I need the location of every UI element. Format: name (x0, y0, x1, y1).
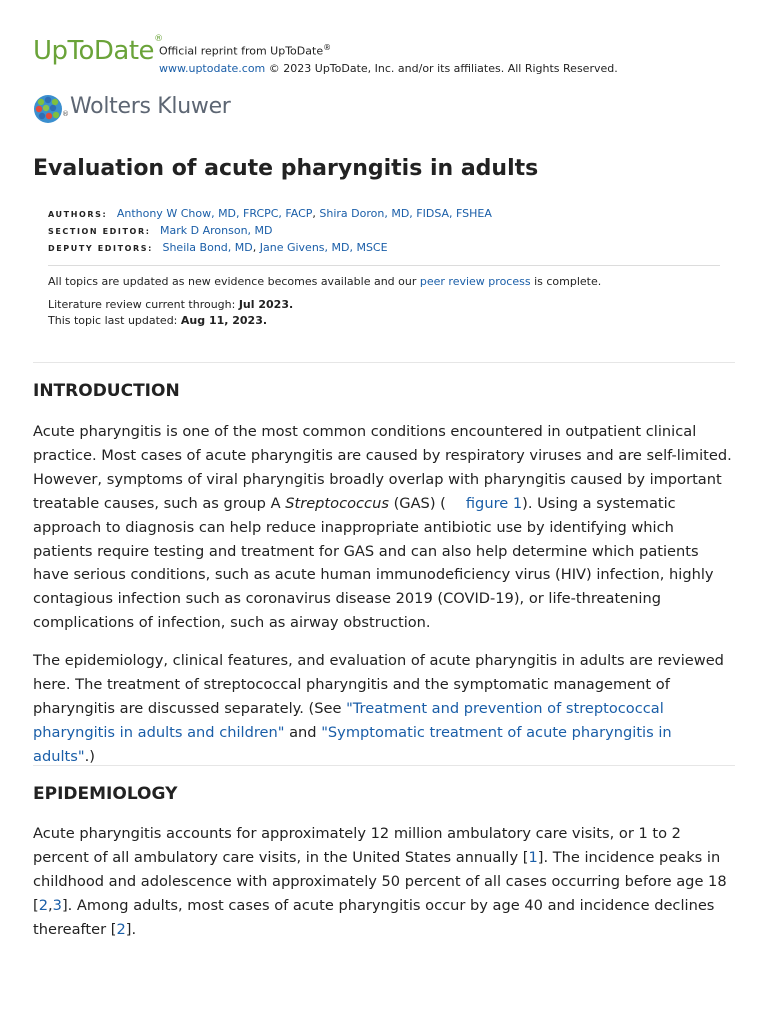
topic-link-symptomatic-treatment[interactable]: "Symptomatic treatment of acute pharyngitis in adults" (33, 723, 672, 765)
intro-paragraph-2: The epidemiology, clinical features, and evaluation of acute pharyngitis in adults are reviewed here. The treatment of streptococcal pharyngitis and the symptomatic management of pharyngitis are discussed separately. (See "Treatment and prevention of streptococcal pharyngitis in adults and children" and "Symptomatic treatment of acute pharyngitis in adults".) (33, 652, 724, 765)
author-link[interactable]: Anthony W Chow, MD, FRCPC, FACP (116, 207, 313, 220)
reprint-line: Official reprint from UpToDate (159, 44, 324, 58)
figure-link[interactable]: figure 1 (465, 494, 523, 512)
deputy-editors-row: DEPUTY EDITORS: Sheila Bond, MD, Jane Givens, MD, MSCE (48, 241, 388, 254)
reprint-header (33, 36, 733, 76)
copyright-text: © 2023 UpToDate, Inc. and/or its affiliates. All Rights Reserved. (268, 61, 618, 75)
reference-link[interactable]: 2 (38, 896, 48, 914)
literature-review-date: Literature review current through: Jul 2023. (48, 298, 294, 311)
reprint-notice: Official reprint from UpToDate® www.uptodate.com © 2023 UpToDate, Inc. and/or its affiliates. All Rights Reserved. (159, 43, 618, 75)
section-editor-row: SECTION EDITOR: Mark D Aronson, MD (48, 224, 273, 237)
figure-icon (446, 498, 466, 510)
deputy-editor-link[interactable]: Jane Givens, MD, MSCE (259, 241, 388, 254)
reference-link[interactable]: 2 (116, 920, 126, 938)
uptodate-logo: UpToDate® (33, 34, 163, 66)
update-notice: All topics are updated as new evidence becomes available and our peer review process is complete. (48, 275, 602, 288)
divider (48, 265, 720, 266)
section-divider (33, 362, 735, 363)
deputy-editor-link[interactable]: Sheila Bond, MD (162, 241, 253, 254)
reference-link[interactable]: 1 (528, 848, 538, 866)
section-heading-introduction: INTRODUCTION (33, 381, 180, 401)
site-link[interactable]: www.uptodate.com (159, 61, 266, 75)
globe-logo-icon (33, 94, 63, 124)
authors-row: AUTHORS: Anthony W Chow, MD, FRCPC, FACP, Shira Doron, MD, FIDSA, FSHEA (48, 207, 492, 220)
section-editor-link[interactable]: Mark D Aronson, MD (160, 224, 273, 237)
epi-paragraph-1: Acute pharyngitis accounts for approximately 12 million ambulatory care visits, or 1 to 2 percent of all ambulatory care visits, in the United States annually [1]. The incidence peaks in childhood and adolescence with approximately 50 percent of all cases occurring before age 18 [2,3]. Among adults, most cases of acute pharyngitis occur by age 40 and incidence declines thereafter [2]. (33, 825, 727, 938)
peer-review-link[interactable]: peer review process (419, 275, 531, 288)
topic-metadata (48, 206, 720, 329)
intro-paragraph-1: Acute pharyngitis is one of the most common conditions encountered in outpatient clinical practice. Most cases of acute pharyngitis are caused by respiratory viruses and are self-limited. However, symptoms of viral pharyngitis broadly overlap with pharyngitis caused by important treatable causes, such as group A Streptococcus (GAS) ( figure 1). Using a systematic approach to diagnosis can help reduce inappropriate antibiotic use by identifying which patients require testing and treatment for GAS and can also help determine which patients have serious conditions, such as acute human immunodeficiency virus (HIV) infection, highly contagious infection such as coronavirus disease 2019 (COVID-19), or life-threatening complications of infection, such as airway obstruction. (33, 423, 732, 632)
wolters-kluwer-logo: ® Wolters Kluwer (33, 92, 293, 126)
page-title: Evaluation of acute pharyngitis in adults (33, 156, 539, 181)
section-heading-epidemiology: EPIDEMIOLOGY (33, 784, 178, 804)
last-updated-date: This topic last updated: Aug 11, 2023. (48, 314, 268, 327)
reference-link[interactable]: 3 (52, 896, 62, 914)
publisher-name: Wolters Kluwer (70, 94, 231, 119)
topic-link-strep-treatment[interactable]: "Treatment and prevention of streptococcal pharyngitis in adults and children" (33, 699, 664, 741)
author-link[interactable]: Shira Doron, MD, FIDSA, FSHEA (319, 207, 492, 220)
section-divider (33, 765, 735, 766)
